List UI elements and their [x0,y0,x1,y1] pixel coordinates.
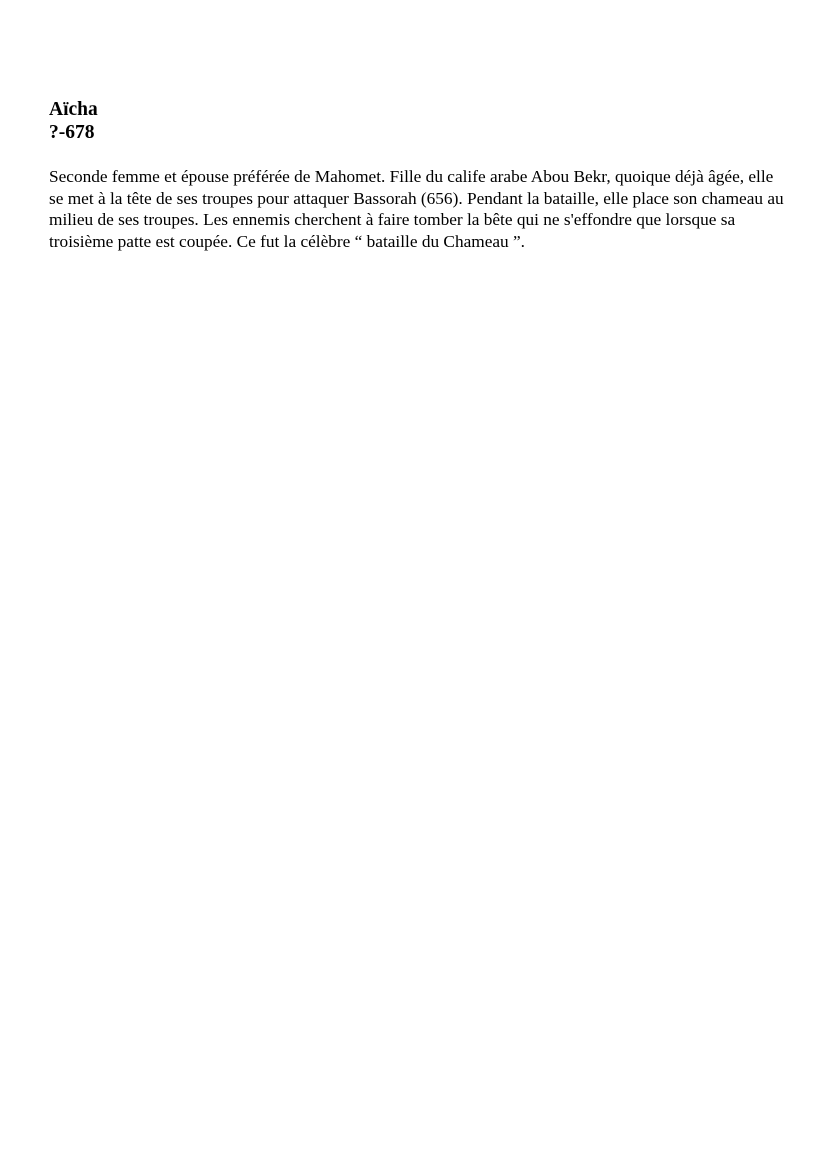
document-dates: ?-678 [49,122,95,143]
document-title: Aïcha [49,99,98,120]
document-paragraph: Seconde femme et épouse préférée de Mahomet. Fille du calife arabe Abou Bekr, quoique déjà âgée, elle se met à la tête de ses troupes pour attaquer Bassorah (656). Pendant la bataille, elle place son chameau au milieu de ses troupes. Les ennemis cherchent à faire tomber la bête qui ne s'effondre que lorsque sa troisième patte est coupée. Ce fut la célèbre “ bataille du Chameau ”. [49,167,784,251]
document-page [49,98,789,252]
